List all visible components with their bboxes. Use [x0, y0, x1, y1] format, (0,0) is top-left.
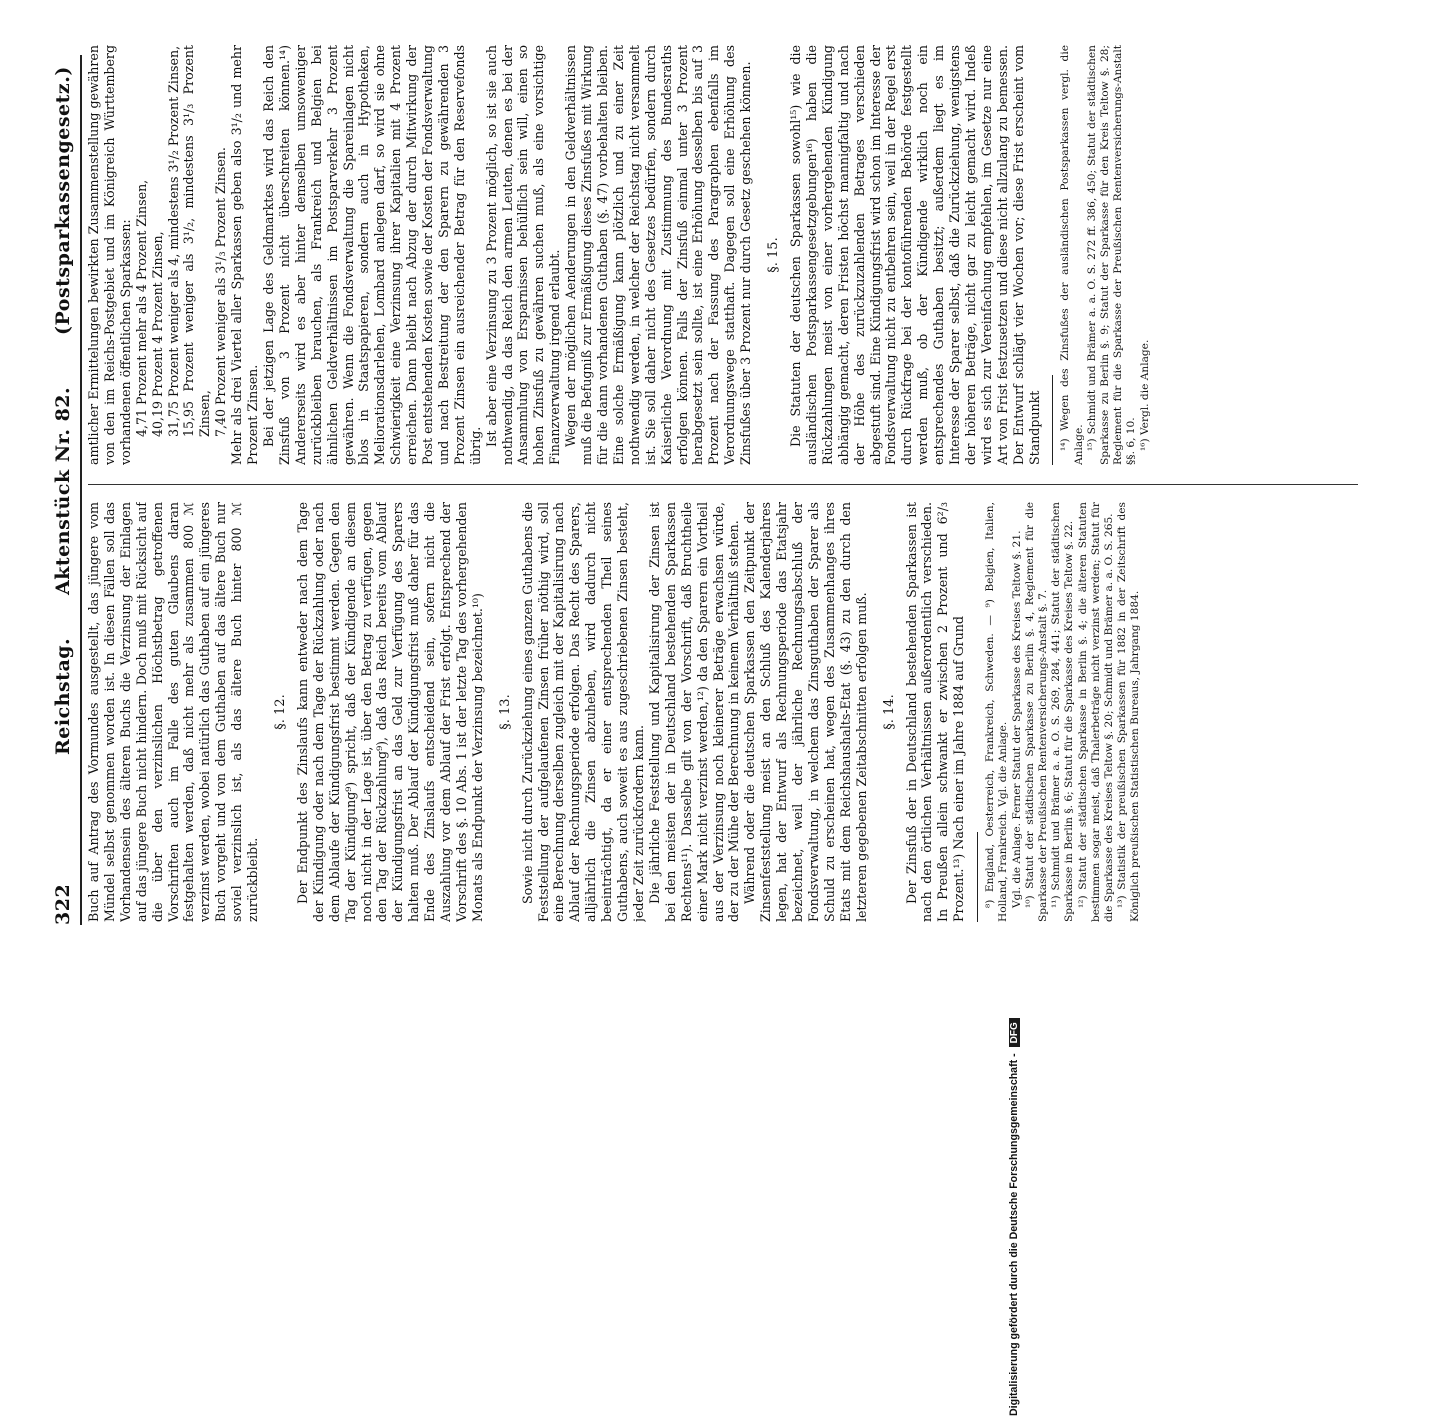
rate-line: 40,19 Prozent 4 Prozent Zinsen,: [149, 231, 165, 437]
paragraph: Wegen der möglichen Aenderungen in den Geldverhältnissen muß die Befugniß zur Ermäßigung dieses Zinsfußes mit Wirkung für die dann vorhandenen Guthaben (§. 47) vorbehalten bleiben. Eine solche Ermäßigung kann plötzlich und zu einer Zeit nothwendig werden, in welcher der Reichstag nicht versammelt ist. Sie soll daher nicht des Gesetzes bedürfen, sondern durch Kaiserliche Verordnung mit Zustimmung des Bundesraths erfolgen können. Falls der Zinsfuß einmal unter 3 Prozent herabgesetzt sein sollte, ist eine Erhöhung desselben bis auf 3 Prozent nach der Fassung des Paragraphen ebenfalls im Verordnungswege statthaft. Dagegen soll eine Erhöhung des Zinsfußes über 3 Prozent nur durch Gesetz geschehen können.: [563, 45, 754, 465]
page-number: 322: [52, 883, 74, 925]
paragraph: Die jährliche Feststellung und Kapitalisirung der Zinsen ist bei den meisten der in Deutschland bestehenden Sparkassen Rechtens¹¹). Dasselbe gilt von der Vorschrift, daß Bruchtheile einer Mark nicht verzinst werden,¹²) da den Sparern ein Vortheil aus der Verzinsung noch kleinerer Beträge erwachsen würde, der zu der Mühe der Berechnung in keinem Verhältniß stehen.: [646, 502, 742, 922]
footnote-separator: [977, 832, 978, 922]
footnote: ¹⁵) Schmidt und Brämer a. a. O. S. 272 ff. 386, 450; Statut der städtischen Sparkasse zu Berlin §. 9; Statut der Sparkasse für den Kreis Teltow §. 28; Reglement für die Sparkasse der Preußischen Rentenversicherungs-Anstalt §§. 6, 10.: [1085, 45, 1138, 465]
footnote: ¹²) Statut der städtischen Sparkasse in Berlin §. 4; die älteren Statuten bestimmen sogar meist, daß Thalerbeträge nicht verzinst werden; Statut für die Sparkasse des Kreises Teltow §. 20; Schmidt und Brämer a. a. O. S. 265.: [1076, 502, 1115, 922]
section-heading-15: §. 15.: [766, 237, 782, 273]
paragraph: Der Endpunkt des Zinslaufs kann entweder nach dem Tage der Kündigung oder nach dem Tage der Rückzahlung oder nach dem Ablaufe der Kündigungsfrist bestimmt werden. Gegen den Tag der Kündigung⁹) spricht, daß der Kündigende an diesem noch nicht in der Lage ist, über den Betrag zu verfügen, gegen den Tag der Rückzahlung⁹), daß das Reich bereits vom Ablauf der Kündigungsfrist an das Geld zur Verfügung des Sparers halten muß. Der Ablauf der Kündigungsfrist muß daher für das Ende des Zinslaufs entscheidend sein, sofern nicht die Auszahlung vor dem Ablauf der Frist erfolgt. Entsprechend der Vorschrift des §. 10 Abs. 1 ist der letzte Tag des vorhergehenden Monats als Endpunkt der Verzinsung bezeichnet.¹⁰): [294, 502, 485, 922]
paragraph: Buch auf Antrag des Vormundes ausgestellt, das jüngere vom Mündel selbst genommen worden ist. In diesen Fällen soll das Vorhandensein des älteren Buchs die Verzinsung der Einlagen auf das jüngere Buch nicht hindern. Doch muß mit Rücksicht auf die über den verzinslichen Höchstbetrag getroffenen Vorschriften auch im Falle des guten Glaubens daran festgehalten werden, daß nicht mehr als zusammen 800 ℳ verzinst werden, wobei natürlich das Guthaben auf ein jüngeres Buch vorgeht und von dem Guthaben auf das ältere Buch nur soviel verzinslich ist, als das ältere Buch hinter 800 ℳ zurückbleibt.: [86, 502, 261, 922]
running-header: [52, 45, 76, 925]
section-heading-14: §. 14.: [881, 694, 897, 730]
header-rule: [80, 55, 82, 925]
digitization-credit-text: Digitalisierung gefördert durch die Deutsche Forschungsgemeinschaft -: [1008, 1053, 1020, 1416]
footnote: ¹⁰) Statut der städtischen Sparkasse zu Berlin §. 4, Reglement für die Sparkasse der Preußischen Rentenversicherungs-Anstalt §. 7.: [1023, 502, 1049, 922]
rate-line: 7,40 Prozent weniger als 3¹/₃ Prozent Zinsen.: [213, 147, 229, 437]
header-law-title: (Postsparkassengesetz.): [52, 66, 74, 335]
interest-rate-list: [134, 45, 229, 465]
rate-line: 31,75 Prozent weniger als 4, mindestens 3¹/₂ Prozent Zinsen,: [165, 45, 181, 437]
paragraph: amtlicher Ermittelungen bewirkten Zusammenstellung gewähren von den im Reichs-Postgebiet und im Königreich Württemberg vorhandenen öffentlichen Sparkassen:: [86, 45, 133, 465]
paragraph: Bei der jetzigen Lage des Geldmarktes wird das Reich den Zinsfuß von 3 Prozent nicht überschreiten können.¹⁴) Andererseits wird es aber hinter demselben umsoweniger zurückbleiben brauchen, als Frankreich und Belgien bei ähnlichen Geldverhältnissen im Postsparverkehr 3 Prozent gewähren. Wenn die Fondsverwaltung die Spareinlagen nicht blos in Staatspapieren, sondern auch in Hypotheken, Meliorationsdarlehen, Lombard anlegen darf, so wird sie ohne Schwierigkeit eine Verzinsung ihrer Kapitalien mit 4 Prozent erreichen. Dann bleibt nach Abzug der durch Mitwirkung der Post entstehenden Kosten sowie der Kosten der Fondsverwaltung und nach Bestreitung der den Sparern zu gewährenden 3 Prozent Zinsen ein ausreichender Betrag für den Reservefonds übrig.: [260, 45, 483, 465]
section-heading-12: §. 12.: [272, 694, 288, 730]
paragraph: Ist aber eine Verzinsung zu 3 Prozent möglich, so ist sie auch nothwendig, da das Reich den armen Leuten, denen es bei der Ansammlung von Ersparnissen behülflich sein will, einen so hohen Zinsfuß zu gewähren suchen muß, als eine vorsichtige Finanzverwaltung irgend erlaubt.: [483, 45, 563, 465]
header-left-title: Reichstag.: [52, 637, 74, 755]
footnote: Vgl. die Anlage. Ferner Statut der Sparkasse des Kreises Teltow §. 21.: [1010, 530, 1023, 908]
paragraph: Mehr als drei Viertel aller Sparkassen geben also 3¹/₂ und mehr Prozent Zinsen.: [229, 45, 261, 465]
footnote: ¹⁶) Vergl. die Anlage.: [1138, 339, 1151, 451]
footnote: ¹⁴) Wegen des Zinsfußes der ausländischen Postsparkassen vergl. die Anlage.: [1059, 45, 1085, 465]
paragraph: Die Statuten der deutschen Sparkassen sowohl¹⁵) wie die ausländischen Postsparkassengesetzgebungen¹⁶) haben die Rückzahlungen meist von einer vorhergehenden Kündigung abhängig gemacht, deren Fristen höchst mannigfaltig und nach der Höhe des zurückzuzahlenden Betrages verschieden abgestuft sind. Eine Kündigungsfrist wird schon im Interesse der Fondsverwaltung nicht zu entbehren sein, weil in der Regel erst durch Rückfrage bei der kontoführenden Behörde festgestellt werden muß, ob der Kündigende wirklich noch ein entsprechendes Guthaben besitzt; außerdem liegt es im Interesse der Sparer selbst, daß die Zurückziehung, wenigstens der höheren Beträge, nicht gar zu leicht gemacht wird. Indeß wird es sich zur Vereinfachung empfehlen, im Gesetze nur eine Art von Frist festzusetzen und diese nicht allzulang zu bemessen. Der Entwurf schlägt vier Wochen vor; diese Frist erscheint vom Standpunkt: [787, 45, 1042, 465]
rate-line: 15,95 Prozent weniger als 3¹/₂, mindestens 3¹/₃ Prozent Zinsen,: [181, 45, 213, 437]
footnote-separator: [1052, 375, 1053, 465]
left-column: [86, 502, 1366, 922]
dfg-logo: DFG: [1009, 1018, 1020, 1047]
digitization-credit: [1008, 436, 1022, 1416]
paragraph: Sowie nicht durch Zurückziehung eines ganzen Guthabens die Feststellung der aufgelaufenen Zinsen früher nöthig wird, soll eine Berechnung derselben zugleich mit der Kapitalisirung nach Ablauf der Rechnungsperiode erfolgen. Das Recht des Sparers, alljährlich die Zinsen abzuheben, wird dadurch nicht beeinträchtigt, da er einer entsprechenden Theil seines Guthabens, auch soweit es aus zugeschriebenen Zinsen besteht, jeder Zeit zurückfordern kann.: [519, 502, 646, 922]
column-divider: [88, 484, 1358, 485]
paragraph: Während oder die deutschen Sparkassen den Zeitpunkt der Zinsenfeststellung meist an den Schluß des Kalenderjahres legen, hat der Entwurf als Rechnungsperiode das Etatsjahr bezeichnet, weil der jährliche Rechnungsabschluß der Fondsverwaltung, in welchem das Zinsguthaben der Sparer als Schuld zu erscheinen hat, wegen des Zusammenhanges ihres Etats mit dem Reichshaushalts-Etat (§. 43) zu den durch den letzteren gegebenen Zeitabschnitten erfolgen muß.: [742, 502, 869, 922]
footnote: ⁸) England, Oesterreich, Frankreich, Schweden. — ⁹) Belgien, Italien, Holland, Frankreich. Vgl. die Anlage.: [984, 502, 1010, 922]
footnote: ¹¹) Schmidt und Brämer a. a. O. S. 269, 284, 441; Statut der städtischen Sparkasse in Berlin §. 6; Statut für die Sparkasse des Kreises Teltow §. 22.: [1050, 502, 1076, 922]
paragraph: Der Zinsfuß der in Deutschland bestehenden Sparkassen ist nach den örtlichen Verhältnissen außerordentlich verschieden. In Preußen allein schwankt er zwischen 2 Prozent und 6²/₃ Prozent.¹³) Nach einer im Jahre 1884 auf Grund: [903, 502, 967, 922]
section-heading-13: §. 13.: [497, 694, 513, 730]
rate-line: 4,71 Prozent mehr als 4 Prozent Zinsen,: [133, 179, 149, 437]
right-column: [86, 45, 1366, 465]
footnote: ¹³) Statistik der preußischen Sparkassen für 1882 in der Zeitschrift des Königlich preußischen Statistischen Bureaus, Jahrgang 1884.: [1116, 502, 1142, 922]
header-document-number: Aktenstück Nr. 82.: [52, 386, 74, 595]
